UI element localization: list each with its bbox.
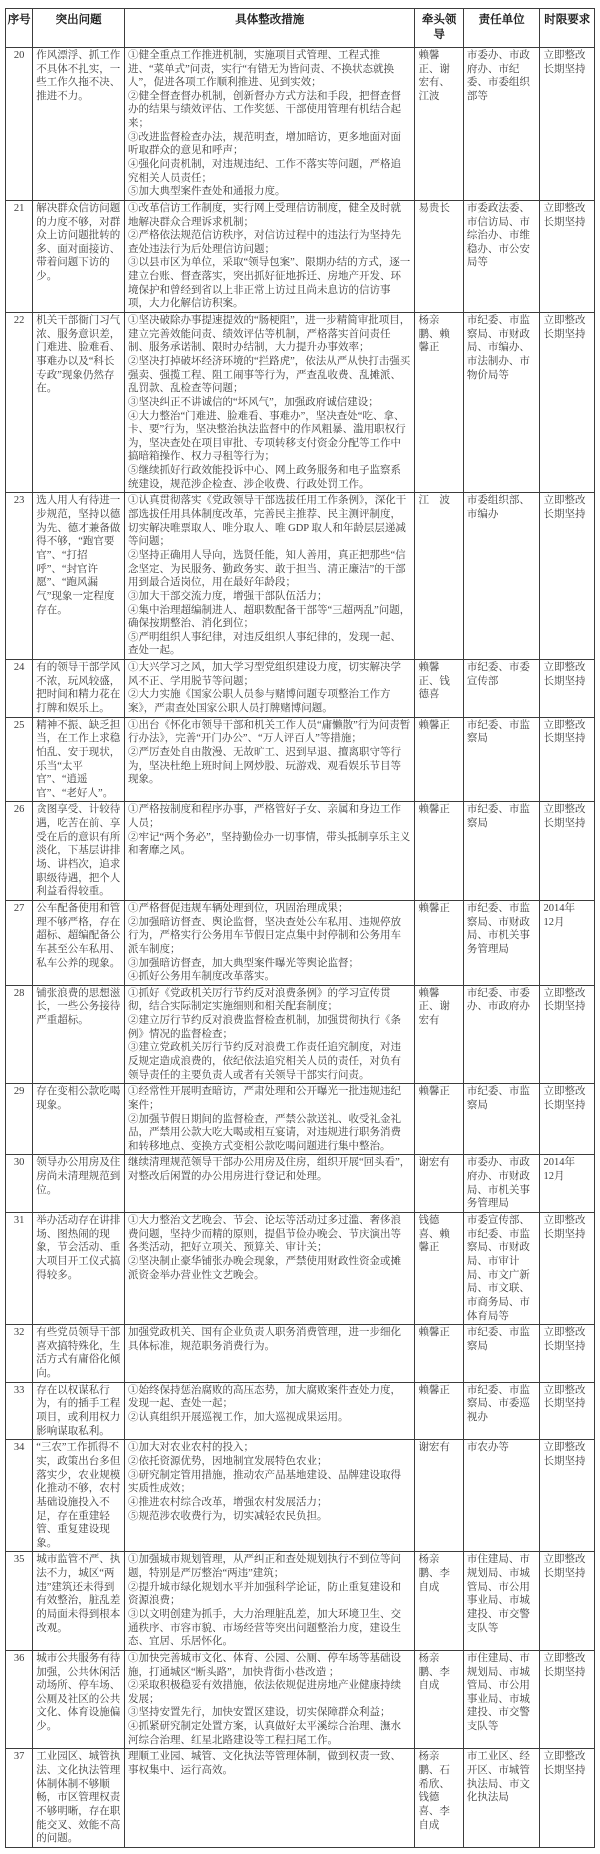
problem-cell-text: 公车配备使用和管理不够严格，存在超标、超编配备公车甚至公车私用、私车公养的现象。 — [36, 902, 121, 969]
measures-cell — [124, 1213, 414, 1325]
table-row — [6, 1440, 595, 1552]
header-measures: 具体整改措施 — [124, 9, 414, 48]
responsible-unit-cell-text: 市委办、市政府办、市纪委、市委组织部等 — [466, 49, 530, 102]
problem-cell-text: 铺张浪费的思想滋长，一些公务接待严重超标。 — [36, 987, 121, 1027]
responsible-unit-cell-text: 市纪委、市监察局 — [466, 719, 530, 745]
header-problem: 突出问题 — [33, 9, 125, 48]
problem-cell-text: 机关干部衙门习气浓、服务意识差，门难进、脸难看、事难办以及“科长专政”现象仍然存在。 — [36, 315, 121, 395]
lead-leader-cell-text: 赖馨正 — [418, 1086, 450, 1098]
problem-cell-text: 贪图享受、计较待遇，吃苦在前、享受在后的意识有所淡化，下基层讲排场、讲档次，追求职级待遇，把个人利益看得较重。 — [36, 804, 121, 898]
table-row — [6, 1749, 595, 1847]
lead-leader-cell — [415, 1749, 463, 1847]
lead-leader-cell-text: 赖馨正、谢宏有 — [418, 987, 450, 1027]
measures-cell-text: ④集中治理超编制进人、超职数配备干部等“三超两乱”问题，确保按期整治、消化到位； — [127, 604, 411, 630]
deadline-cell-text: 立即整改 — [543, 495, 586, 507]
deadline-cell — [540, 1213, 595, 1325]
deadline-cell-text: 长期坚持 — [543, 1666, 586, 1678]
deadline-cell-text: 长期坚持 — [543, 1455, 586, 1467]
measures-cell-text: ②加强暗访督查、舆论监督，坚决查处公车私用、违规停放行为，严格实行公务用车节假日定点集中封停制和公务用车派车制度； — [127, 916, 401, 955]
responsible-unit-cell-text: 市纪委、市监察局、市财政局、市编办、市法制办、市物价局等 — [466, 315, 530, 381]
lead-leader-cell-text: 赖馨正、谢宏有、江波 — [418, 49, 450, 102]
lead-leader-cell-text: 谢宏有 — [418, 1442, 450, 1454]
lead-leader-cell — [415, 47, 463, 200]
deadline-cell-text: 长期坚持 — [543, 1099, 586, 1111]
measures-cell-text: ④推进农村综合改革，增强农村发展活力； — [127, 1496, 328, 1508]
lead-leader-cell-text: 谢宏有 — [418, 1157, 450, 1169]
lead-leader-cell-text: 杨亲鹏、赖馨正 — [418, 315, 450, 354]
deadline-cell — [540, 1084, 595, 1155]
measures-cell-text: ②坚持正确用人导向，选贤任能，知人善用，真正把那些“信念坚定、为民服务、勤政务实、敢于担当、清正廉洁”的干部用到最合适岗位，用在最好年龄段； — [127, 549, 406, 589]
table-row — [6, 900, 595, 985]
deadline-cell-text: 立即整改 — [543, 662, 586, 674]
serial-number-cell — [6, 1440, 33, 1552]
deadline-cell-text: 长期坚持 — [543, 509, 586, 521]
deadline-cell-text: 12月 — [543, 916, 565, 928]
measures-cell — [124, 985, 414, 1083]
measures-cell-text: ②提升城市绿化规划水平并加强科学论证，防止重复建设和资源浪费； — [127, 1581, 401, 1607]
table-body — [6, 47, 595, 1847]
responsible-unit-cell — [463, 1650, 540, 1748]
deadline-cell-text: 2014年 — [543, 902, 575, 914]
serial-number-cell-text: 32 — [13, 1327, 25, 1339]
lead-leader-cell-text: 江 波 — [418, 495, 450, 507]
lead-leader-cell-text: 赖馨正 — [418, 902, 450, 914]
deadline-cell-text: 立即整改 — [543, 1215, 586, 1227]
measures-cell — [124, 47, 414, 200]
table-row — [6, 200, 595, 312]
measures-cell-text: ①加大对农业农村的投入； — [127, 1442, 254, 1454]
responsible-unit-cell — [463, 1213, 540, 1325]
measures-cell — [124, 313, 414, 493]
measures-cell — [124, 1155, 414, 1213]
deadline-cell-text: 长期坚持 — [543, 1228, 586, 1240]
serial-number-cell-text: 22 — [13, 315, 25, 327]
problem-cell — [33, 985, 125, 1083]
measures-cell-text: ①经常性开展明查暗访，严肃处理和公开曝光一批违规违纪案件； — [127, 1086, 401, 1111]
serial-number-cell — [6, 493, 33, 660]
responsible-unit-cell-text: 市纪委、市监察局 — [466, 1086, 530, 1111]
lead-leader-cell-text: 杨亲鹏、石希欣、钱德喜、李自成 — [418, 1751, 450, 1831]
deadline-cell-text: 长期坚持 — [543, 733, 586, 745]
problem-cell — [33, 313, 125, 493]
lead-leader-cell — [415, 1440, 463, 1552]
problem-cell — [33, 900, 125, 985]
table-row — [6, 1325, 595, 1383]
serial-number-cell — [6, 900, 33, 985]
measures-cell-text: ⑤严明组织人事纪律，对违反组织人事纪律的，发现一起、查处一起。 — [127, 631, 401, 657]
deadline-cell-text: 立即整改 — [543, 1327, 586, 1339]
problem-cell-text: 领导办公用房及住房尚未清理规范到位。 — [36, 1157, 121, 1196]
serial-number-cell-text: 29 — [13, 1086, 25, 1098]
deadline-cell-text: 长期坚持 — [543, 328, 586, 340]
serial-number-cell — [6, 1325, 33, 1383]
serial-number-cell-text: 37 — [13, 1751, 25, 1763]
serial-number-cell — [6, 1084, 33, 1155]
lead-leader-cell — [415, 200, 463, 312]
measures-cell-text: ②健全督查督办机制，创新督办方式方法和手段，把督查督办的结果与绩效评估、工作奖惩、干部使用管理有机结合起来； — [127, 90, 401, 130]
lead-leader-cell-text: 赖馨正 — [418, 719, 450, 731]
deadline-cell-text: 长期坚持 — [543, 216, 586, 228]
table-row — [6, 1650, 595, 1748]
deadline-cell — [540, 1325, 595, 1383]
serial-number-cell-text: 23 — [13, 495, 25, 507]
problem-cell-text: 城市公共服务有待加强，公共休闲活动场所、停车场、公厕及社区的公共文化、体育设施偏少。 — [36, 1652, 121, 1733]
problem-cell — [33, 200, 125, 312]
deadline-cell-text: 立即整改 — [543, 804, 586, 816]
measures-cell-text: ③以县市区为单位，采取“领导包案”、限期办结的方式，逐一建立台账、督查落实，突出抓好征地拆迁、房地产开发、环境保护和曾经到省以上非正常上访过且尚未息访的信访事项，大力化解信访积案。 — [127, 257, 411, 310]
responsible-unit-cell — [463, 1749, 540, 1847]
lead-leader-cell — [415, 493, 463, 660]
deadline-cell-text: 立即整改 — [543, 987, 586, 999]
measures-cell-text: ①改革信访工作制度，实行网上受理信访制度，健全及时就地解决群众合理诉求机制； — [127, 202, 401, 228]
table-row — [6, 1084, 595, 1155]
measures-cell-text: ①加强城市规划管理，从严纠正和查处规划执行不到位等问题，特别是严厉整治“两违”建筑； — [127, 1554, 401, 1580]
lead-leader-cell — [415, 1325, 463, 1383]
serial-number-cell — [6, 1552, 33, 1650]
lead-leader-cell-text: 杨亲鹏、李自成 — [418, 1554, 450, 1593]
measures-cell — [124, 660, 414, 718]
problem-cell — [33, 1325, 125, 1383]
deadline-cell-text: 12月 — [543, 1171, 565, 1183]
serial-number-cell-text: 34 — [13, 1442, 25, 1454]
measures-cell-text: ①出台《怀化市领导干部和机关工作人员“庸懒散”行为问责暂行办法》，完善“开门办公”、“万人评百人”等措施； — [127, 719, 411, 745]
responsible-unit-cell-text: 市纪委、市监察局、市财政局、市机关事务管理局 — [466, 902, 530, 955]
serial-number-cell — [6, 802, 33, 900]
measures-cell — [124, 900, 414, 985]
serial-number-cell-text: 26 — [13, 804, 25, 816]
responsible-unit-cell — [463, 47, 540, 200]
lead-leader-cell — [415, 1155, 463, 1213]
deadline-cell-text: 长期坚持 — [543, 1765, 586, 1777]
deadline-cell — [540, 313, 595, 493]
problem-cell — [33, 1213, 125, 1325]
measures-cell — [124, 200, 414, 312]
measures-cell-text: 理顺工业园、城管、文化执法等管理体制，做到权责一致、事权集中、运行高效。 — [127, 1751, 401, 1777]
lead-leader-cell-text: 易贵长 — [418, 202, 450, 214]
serial-number-cell — [6, 47, 33, 200]
problem-cell — [33, 493, 125, 660]
measures-cell — [124, 1749, 414, 1847]
lead-leader-cell — [415, 660, 463, 718]
table-row — [6, 985, 595, 1083]
deadline-cell-text: 立即整改 — [543, 315, 586, 327]
deadline-cell-text: 长期坚持 — [543, 818, 586, 830]
header-responsible-unit: 责任单位 — [463, 9, 540, 48]
lead-leader-cell — [415, 802, 463, 900]
measures-cell-text: ①严格按制度和程序办事，严格管好子女、亲属和身边工作人员； — [127, 804, 401, 830]
measures-cell-text: ②大力实施《国家公职人员参与赌博问题专项整治工作方案》，严肃查处国家公职人员打牌赌博问题。 — [127, 689, 391, 714]
deadline-cell — [540, 1440, 595, 1552]
table-row — [6, 1382, 595, 1440]
measures-cell-text: ⑤加大典型案件查处和通报力度。 — [127, 186, 286, 198]
deadline-cell — [540, 1552, 595, 1650]
measures-cell-text: ①大兴学习之风，加大学习型党组织建设力度，切实解决学风不正、学用脱节等问题； — [127, 662, 401, 687]
responsible-unit-cell-text: 市纪委、市监察局 — [466, 804, 530, 830]
header-lead-leader: 牵头领导 — [415, 9, 463, 48]
measures-cell — [124, 1552, 414, 1650]
deadline-cell-text: 立即整改 — [543, 49, 586, 61]
serial-number-cell — [6, 985, 33, 1083]
problem-cell-text: 存在变相公款吃喝现象。 — [36, 1086, 121, 1111]
responsible-unit-cell-text: 市委政法委、市信访局、市综治办、市维稳办、市公安局等 — [466, 202, 530, 269]
measures-cell-text: ②严格依法规范信访秩序，对信访过程中的违法行为坚持先查处违法行为后处理信访问题； — [127, 230, 401, 255]
measures-cell — [124, 717, 414, 802]
lead-leader-cell-text: 赖馨正 — [418, 1384, 450, 1396]
measures-cell-text: ③坚持安置先行，加快安置区建设，切实保障群众利益； — [127, 1707, 391, 1719]
deadline-cell — [540, 802, 595, 900]
responsible-unit-cell — [463, 493, 540, 660]
measures-cell-text: ③研究制定管用措施，推动农产品基地建设、品牌建设取得实质性成效； — [127, 1469, 401, 1495]
problem-cell-text: 存在以权谋私行为，有的插手工程项目，或利用权力影响谋取私利。 — [36, 1384, 121, 1437]
serial-number-cell — [6, 1155, 33, 1213]
serial-number-cell — [6, 660, 33, 718]
problem-cell-text: 举办活动存在讲排场、图热闹的现象，节会活动、重大项目开工仪式搞得较多。 — [36, 1215, 121, 1281]
responsible-unit-cell-text: 市委宣传部、市纪委、市监察局、市财政局、市审计局、市文广新局、市文联、市商务局、市体育局等 — [466, 1215, 530, 1322]
responsible-unit-cell — [463, 1440, 540, 1552]
responsible-unit-cell-text: 市纪委、市监察局 — [466, 1327, 530, 1352]
serial-number-cell — [6, 1213, 33, 1325]
serial-number-cell — [6, 1650, 33, 1748]
deadline-cell-text: 长期坚持 — [543, 1398, 586, 1410]
serial-number-cell — [6, 200, 33, 312]
lead-leader-cell — [415, 717, 463, 802]
serial-number-cell — [6, 1382, 33, 1440]
measures-cell-text: ⑤规范涉农收费行为，切实减轻农民负担。 — [127, 1510, 328, 1522]
problem-cell-text: 作风漂浮、抓工作不具体不扎实，一些工作久拖不决、推进不力。 — [36, 49, 121, 102]
measures-cell-text: ④强化问责机制，对违规违纪、工作不落实等问题，严格追究相关人员责任； — [127, 159, 401, 184]
responsible-unit-cell-text: 市委办、市政府办、市财政局、市机关事务管理局 — [466, 1157, 530, 1210]
deadline-cell-text: 长期坚持 — [543, 63, 586, 75]
problem-cell-text: 解决群众信访问题的力度不够，对群众上访问题批转的多、面对面接访、带着问题下访的少。 — [36, 202, 121, 283]
responsible-unit-cell-text: 市委组织部、市编办 — [466, 495, 530, 521]
responsible-unit-cell — [463, 200, 540, 312]
responsible-unit-cell — [463, 717, 540, 802]
rectification-table — [5, 8, 595, 1848]
table-row — [6, 493, 595, 660]
problem-cell-text: 选人用人有待进一步规范，坚持以德为先、德才兼备做得不够，“跑官要官”、“打招呼”、“封官许愿”、“跑风漏气”现象一定程度存在。 — [36, 495, 121, 616]
serial-number-cell — [6, 717, 33, 802]
measures-cell — [124, 1440, 414, 1552]
lead-leader-cell-text: 钱德喜、赖馨正 — [418, 1215, 450, 1254]
header-serial-number: 序号 — [6, 9, 33, 48]
serial-number-cell-text: 30 — [13, 1157, 25, 1169]
deadline-cell — [540, 1155, 595, 1213]
serial-number-cell-text: 28 — [13, 987, 25, 999]
measures-cell-text: ②坚决制止豪华铺张办晚会现象，严禁使用财政性资金或摊派资金举办营业性文艺晚会。 — [127, 1255, 401, 1281]
responsible-unit-cell-text: 市纪委、市委办、市政府办 — [466, 987, 530, 1013]
measures-cell — [124, 1084, 414, 1155]
deadline-cell — [540, 717, 595, 802]
lead-leader-cell — [415, 985, 463, 1083]
serial-number-cell — [6, 313, 33, 493]
lead-leader-cell-text: 赖馨正、钱德喜 — [418, 662, 450, 701]
lead-leader-cell — [415, 1552, 463, 1650]
responsible-unit-cell-text: 市纪委、市委宣传部 — [466, 662, 530, 687]
measures-cell-text: ④抓好公务用车制度改革落实。 — [127, 971, 275, 983]
measures-cell-text: ①严格督促违规车辆处理到位，巩固治理成果； — [127, 902, 349, 914]
serial-number-cell-text: 33 — [13, 1384, 25, 1396]
deadline-cell — [540, 1650, 595, 1748]
measures-cell-text: ⑤继续抓好行政效能投诉中心、网上政务服务和电子监察系统建设，规范涉企检查、涉企收费、行政处罚工作。 — [127, 465, 401, 490]
serial-number-cell-text: 31 — [13, 1215, 25, 1227]
measures-cell-text: ②采取积极稳妥有效措施，依法依规促进房地产业健康持续发展； — [127, 1680, 401, 1705]
deadline-cell-text: 立即整改 — [543, 1554, 586, 1566]
measures-cell-text: ①加快完善城市文化、体育、公园、公厕、停车场等基础设施，打通城区“断头路”，加快背街小巷改造 ； — [127, 1652, 401, 1678]
table-row — [6, 717, 595, 802]
responsible-unit-cell — [463, 1084, 540, 1155]
table-row — [6, 802, 595, 900]
responsible-unit-cell-text: 市农办等 — [466, 1442, 509, 1454]
lead-leader-cell — [415, 1084, 463, 1155]
measures-cell-text: 加强党政机关、国有企业负责人职务消费管理，进一步细化具体标准，规范职务消费行为。 — [127, 1327, 401, 1352]
serial-number-cell-text: 24 — [13, 662, 25, 674]
table-row — [6, 47, 595, 200]
responsible-unit-cell — [463, 802, 540, 900]
measures-cell-text: 继续清理规范领导干部办公用房及住房，组织开展“回头看”，对整改后闲置的办公用房进行登记和处理。 — [127, 1157, 411, 1183]
problem-cell — [33, 1155, 125, 1213]
problem-cell — [33, 660, 125, 718]
deadline-cell — [540, 1382, 595, 1440]
measures-cell-text: ②严厉查处自由散漫、无故旷工、迟到早退、擅离职守等行为，坚决杜绝上班时间上网炒股、玩游戏、观看娱乐节目等现象。 — [127, 746, 401, 786]
measures-cell-text: ①坚决破除办事提速提效的“肠梗阻”，进一步精简审批项目，建立完善效能问责、绩效评估等机制，严格落实首问责任制、服务承诺制、限时办结制，大力提升办事效率； — [127, 315, 411, 354]
deadline-cell-text: 立即整改 — [543, 1442, 586, 1454]
responsible-unit-cell — [463, 985, 540, 1083]
problem-cell — [33, 1084, 125, 1155]
serial-number-cell-text: 21 — [13, 202, 25, 214]
problem-cell — [33, 1440, 125, 1552]
measures-cell — [124, 802, 414, 900]
deadline-cell — [540, 660, 595, 718]
serial-number-cell-text: 25 — [13, 719, 25, 731]
deadline-cell-text: 长期坚持 — [543, 1001, 586, 1013]
table-row — [6, 660, 595, 718]
serial-number-cell-text: 35 — [13, 1554, 25, 1566]
measures-cell — [124, 493, 414, 660]
deadline-cell — [540, 47, 595, 200]
responsible-unit-cell — [463, 313, 540, 493]
lead-leader-cell — [415, 1213, 463, 1325]
lead-leader-cell — [415, 900, 463, 985]
measures-cell-text: ①认真贯彻落实《党政领导干部选拔任用工作条例》，深化干部选拔任用具体制度改革，完善民主推荐、民主测评制度，切实解决唯票取人、唯分取人、唯 GDP 取人和年龄层层递减等问题； — [127, 495, 407, 548]
responsible-unit-cell — [463, 1155, 540, 1213]
measures-cell-text: ③建立党政机关厉行节约反对浪费工作责任追究制度，对违反规定造成浪费的，依纪依法追究相关人员的责任，对负有领导责任的主要负责人或者有关领导干部实行问责。 — [127, 1042, 401, 1081]
serial-number-cell-text: 36 — [13, 1652, 25, 1664]
measures-cell-text: ①大力整治文艺晚会、节会、论坛等活动过多过滥、奢侈浪费问题，坚持少而精的原则，提倡节俭办晚会、节庆演出等各类活动，把好立项关、预算关、审计关； — [127, 1215, 401, 1254]
measures-cell-text: ②建立厉行节约反对浪费监督检查机制，加强贯彻执行《条例》情况的监督检查； — [127, 1015, 401, 1040]
responsible-unit-cell — [463, 1382, 540, 1440]
problem-cell — [33, 1650, 125, 1748]
responsible-unit-cell — [463, 900, 540, 985]
deadline-cell-text: 立即整改 — [543, 1086, 586, 1098]
lead-leader-cell — [415, 1650, 463, 1748]
measures-cell-text: ④抓紧研究制定处置方案，认真做好太平溪综合治理、潕水河综合治理、红星北路建设等工程扫尾工作。 — [127, 1721, 401, 1746]
problem-cell — [33, 1382, 125, 1440]
responsible-unit-cell-text: 市工业区、经开区、市城管执法局、市文化执法局 — [466, 1751, 530, 1804]
table-header-row — [6, 9, 595, 48]
deadline-cell — [540, 493, 595, 660]
deadline-cell-text: 长期坚持 — [543, 1340, 586, 1352]
table-row — [6, 1155, 595, 1213]
deadline-cell-text: 立即整改 — [543, 1751, 586, 1763]
measures-cell-text: ②依托资源优势，因地制宜发展特色农业； — [127, 1455, 328, 1467]
problem-cell — [33, 47, 125, 200]
lead-leader-cell-text: 杨亲鹏、李自成 — [418, 1652, 450, 1692]
responsible-unit-cell — [463, 1325, 540, 1383]
measures-cell-text: ③坚决纠正不讲诚信的“坏风气”，加强政府诚信建设； — [127, 396, 379, 408]
problem-cell-text: 工业园区、城管执法、文化执法管理体制体制不够顺畅，市区管理权责不够明晰，存在职能交叉、效能不高的问题。 — [36, 1751, 121, 1845]
problem-cell-text: 有的领导干部学风不浓，玩风较盛，把时间和精力花在打牌和娱乐上。 — [36, 662, 121, 714]
deadline-cell-text: 长期坚持 — [543, 1568, 586, 1580]
measures-cell — [124, 1382, 414, 1440]
measures-cell-text: ③加大干部交流力度，增强干部队伍活力； — [127, 590, 328, 602]
deadline-cell — [540, 1749, 595, 1847]
responsible-unit-cell-text: 市住建局、市规划局、市城管局、市公用事业局、市城建投、市交警支队等 — [466, 1554, 530, 1634]
problem-cell-text: 精神不振、缺乏担当，在工作上求稳怕乱、安于现状，乐当“太平官”、“逍遥官”、“老好人”。 — [36, 719, 121, 799]
problem-cell — [33, 717, 125, 802]
lead-leader-cell — [415, 1382, 463, 1440]
measures-cell-text: ①抓好《党政机关厉行节约反对浪费条例》的学习宣传贯彻，结合实际制定实施细则和相关配套制度； — [127, 987, 391, 1013]
deadline-cell — [540, 900, 595, 985]
measures-cell-text: ③加强暗访督查，加大典型案件曝光等舆论监督； — [127, 957, 359, 969]
deadline-cell-text: 立即整改 — [543, 1652, 586, 1664]
problem-cell — [33, 1552, 125, 1650]
problem-cell-text: 有些党员领导干部喜欢搞特殊化，生活方式有庸俗化倾向。 — [36, 1327, 121, 1380]
deadline-cell-text: 立即整改 — [543, 1384, 586, 1396]
serial-number-cell — [6, 1749, 33, 1847]
measures-cell-text: ③改进监督检查办法，规范明查，增加暗访，更多地面对面听取群众的意见和呼声； — [127, 131, 401, 157]
measures-cell-text: ②认真组织开展巡视工作，加大巡视成果运用。 — [127, 1412, 349, 1424]
measures-cell-text: ②牢记“两个务必”，坚持勤俭办一切事情，带头抵制享乐主义和奢靡之风。 — [127, 831, 411, 857]
responsible-unit-cell-text: 市住建局、市规划局、市城管局、市公用事业局、市城建投、市交警支队等 — [466, 1652, 530, 1733]
lead-leader-cell — [415, 313, 463, 493]
measures-cell-text: ③以文明创建为抓手，大力治理脏乱差，加大环境卫生、交通秩序、市容市貌、市场经营等突出问题整治力度，建设生态、宜居、乐居怀化。 — [127, 1608, 401, 1648]
problem-cell — [33, 802, 125, 900]
measures-cell-text: ①健全重点工作推进机制，实施项目式管理、工程式推进、“菜单式”问责，实行“有错无为皆问责、不换状态就换人”，促进各项工作顺利推进、见到实效； — [127, 49, 394, 89]
table-row — [6, 1213, 595, 1325]
problem-cell-text: “三农”工作抓得不实，政策出台多但落实少，农业规模化推动不够，农村基础设施投入不足，存在重建轻管、重复建设现象。 — [36, 1442, 121, 1549]
measures-cell-text: ②加强节假日期间的监督检查，严禁公款送礼、收受礼金礼品，严禁用公款大吃大喝或相互宴请，对违规进行职务消费和转移地点、变换方式变相公款吃喝问题进行集中整治。 — [127, 1113, 401, 1152]
table-row — [6, 313, 595, 493]
header-deadline: 时限要求 — [540, 9, 595, 48]
responsible-unit-cell — [463, 660, 540, 718]
deadline-cell — [540, 200, 595, 312]
deadline-cell-text: 立即整改 — [543, 719, 586, 731]
measures-cell-text: ④大力整治“门难进、脸难看、事难办”，坚决查处“吃、拿、卡、要”行为，坚决整治执法监督中的作风粗暴、滥用职权行为，坚决查处在项目审批、专项转移支付资金分配等工作中搞暗箱操作、权力寻租等行为； — [127, 410, 406, 463]
lead-leader-cell-text: 赖馨正 — [418, 804, 450, 816]
deadline-cell — [540, 985, 595, 1083]
measures-cell — [124, 1325, 414, 1383]
deadline-cell-text: 立即整改 — [543, 202, 586, 214]
serial-number-cell-text: 27 — [13, 902, 25, 914]
responsible-unit-cell-text: 市纪委、市监察局、市委巡视办 — [466, 1384, 530, 1424]
problem-cell-text: 城市监管不严、执法不力，城区“两违”建筑还未得到有效整治，脏乱差的局面未得到根本改观。 — [36, 1554, 121, 1634]
lead-leader-cell-text: 赖馨正 — [418, 1327, 450, 1339]
measures-cell-text: ②坚决打掉破坏经济环境的“拦路虎”，依法从严从快打击强买强卖、强揽工程、阻工闹事等行为，严查乱收费、乱摊派、乱罚款、乱检查等问题； — [127, 355, 411, 395]
measures-cell — [124, 1650, 414, 1748]
problem-cell — [33, 1749, 125, 1847]
deadline-cell-text: 2014年 — [543, 1157, 575, 1169]
table-row — [6, 1552, 595, 1650]
responsible-unit-cell — [463, 1552, 540, 1650]
deadline-cell-text: 长期坚持 — [543, 675, 586, 687]
measures-cell-text: ①始终保持惩治腐败的高压态势，加大腐败案件查处力度，发现一起、查处一起； — [127, 1384, 401, 1410]
serial-number-cell-text: 20 — [13, 49, 25, 61]
